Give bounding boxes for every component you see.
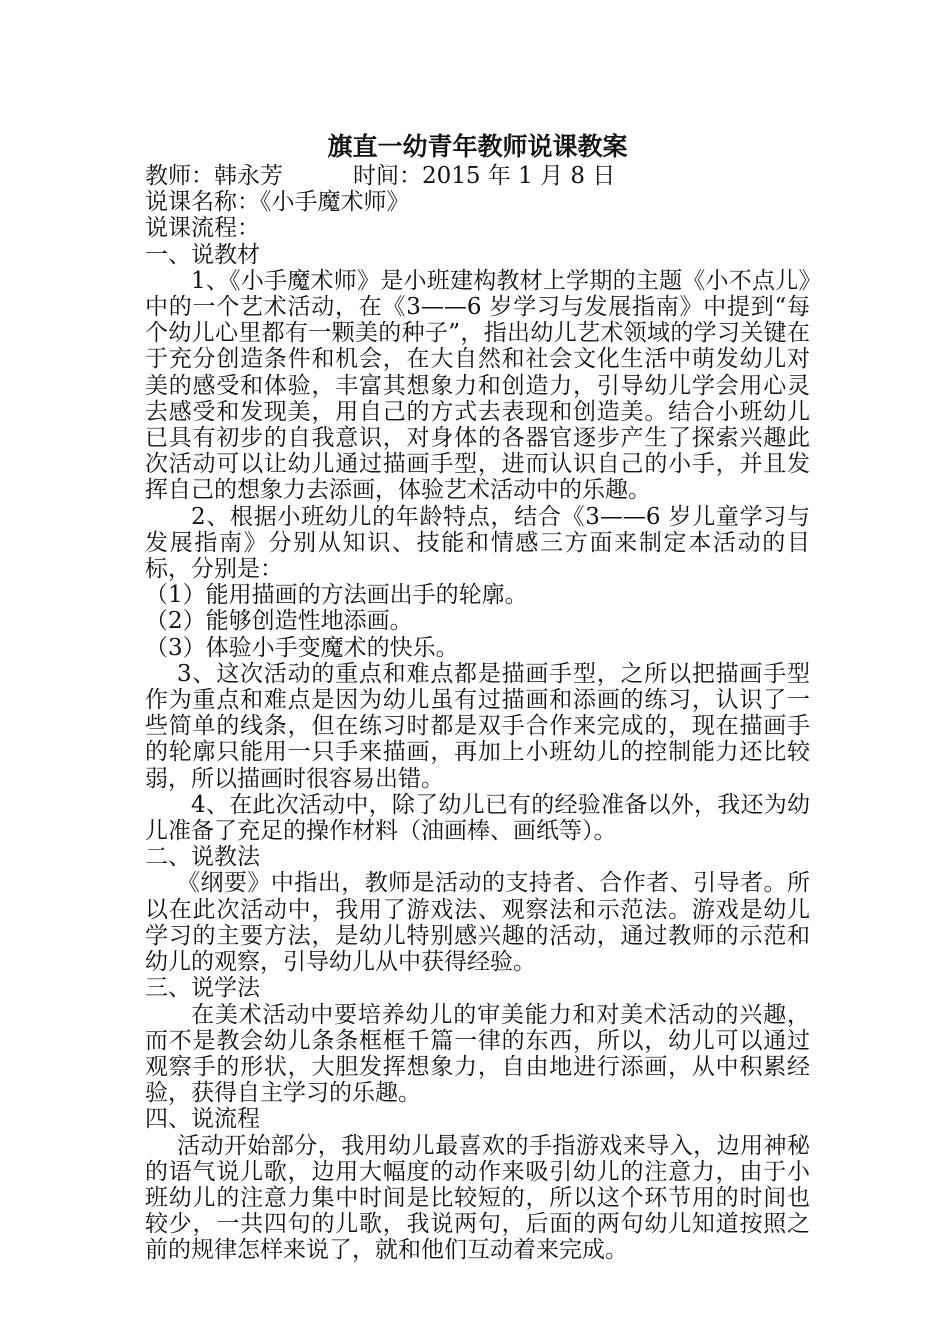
section-heading-learning-method: 三、说学法 bbox=[145, 975, 260, 1002]
section-heading-process: 四、说流程 bbox=[145, 1106, 260, 1133]
document-title: 旗直一幼青年教师说课教案 bbox=[327, 132, 628, 161]
goal-item-1: （1）能用描画的方法画出手的轮廓。 bbox=[145, 582, 528, 609]
course-name: 说课名称：《小手魔术师》 bbox=[145, 189, 410, 216]
goal-item-3: （3）体验小手变魔术的快乐。 bbox=[145, 634, 459, 661]
teaching-method-paragraph: 《纲要》中指出，教师是活动的支持者、合作者、引导者。所以在此次活动中，我用了游戏法、观察法和示范法。游戏是幼儿学习的主要方法，是幼儿特别感兴趣的活动，通过教师的示范和幼儿的观察，引导幼儿从中获得经验。 bbox=[145, 870, 810, 976]
textbook-paragraph-4: 4、在此次活动中，除了幼儿已有的经验准备以外，我还为幼儿准备了充足的操作材料（油画棒、画纸等）。 bbox=[145, 791, 810, 845]
document-page bbox=[145, 131, 810, 1264]
process-paragraph: 活动开始部分，我用幼儿最喜欢的手指游戏来导入，边用神秘的语气说儿歌，边用大幅度的动作来吸引幼儿的注意力，由于小班幼儿的注意力集中时间是比较短的，所以这个环节用的时间也较少，一共四句的儿歌，我说两句，后面的两句幼儿知道按照之前的规律怎样来说了，就和他们互动着来完成。 bbox=[145, 1132, 810, 1264]
textbook-paragraph-2: 2、根据小班幼儿的年龄特点，结合《3——6 岁儿童学习与发展指南》分别从知识、技能和情感三方面来制定本活动的目标，分别是： bbox=[145, 503, 810, 583]
textbook-paragraph-1: 1、《小手魔术师》是小班建构教材上学期的主题《小不点儿》中的一个艺术活动，在《3——6 岁学习与发展指南》中提到“每个幼儿心里都有一颗美的种子”，指出幼儿艺术领域的学习关键在于充分创造条件和机会，在大自然和社会文化生活中萌发幼儿对美的感受和体验，丰富其想象力和创造力，引导幼儿学会用心灵去感受和发现美，用自己的方式去表现和创造美。结合小班幼儿已具有初步的自我意识，对身体的各器官逐步产生了探索兴趣此次活动可以让幼儿通过描画手型，进而认识自己的小手，并且发挥自己的想象力去添画，体验艺术活动中的乐趣。 bbox=[145, 267, 810, 504]
learning-method-paragraph: 在美术活动中要培养幼儿的审美能力和对美术活动的兴趣，而不是教会幼儿条条框框千篇一律的东西，所以，幼儿可以通过观察手的形状，大胆发挥想象力，自由地进行添画，从中积累经验，获得自主学习的乐趣。 bbox=[145, 1001, 810, 1107]
teacher-label: 教师：韩永芳 bbox=[145, 163, 283, 189]
date-label: 时间：2015 年 1 月 8 日 bbox=[353, 163, 616, 189]
section-heading-textbook: 一、说教材 bbox=[145, 241, 260, 268]
process-label: 说课流程： bbox=[145, 215, 260, 242]
meta-line bbox=[145, 163, 810, 189]
section-heading-teaching-method: 二、说教法 bbox=[145, 844, 260, 871]
goal-item-2: （2）能够创造性地添画。 bbox=[145, 608, 413, 635]
textbook-paragraph-3: 3、这次活动的重点和难点都是描画手型，之所以把描画手型作为重点和难点是因为幼儿虽有过描画和添画的练习，认识了一些简单的线条，但在练习时都是双手合作来完成的，现在描画手的轮廓只能用一只手来描画，再加上小班幼儿的控制能力还比较弱，所以描画时很容易出错。 bbox=[145, 660, 810, 792]
